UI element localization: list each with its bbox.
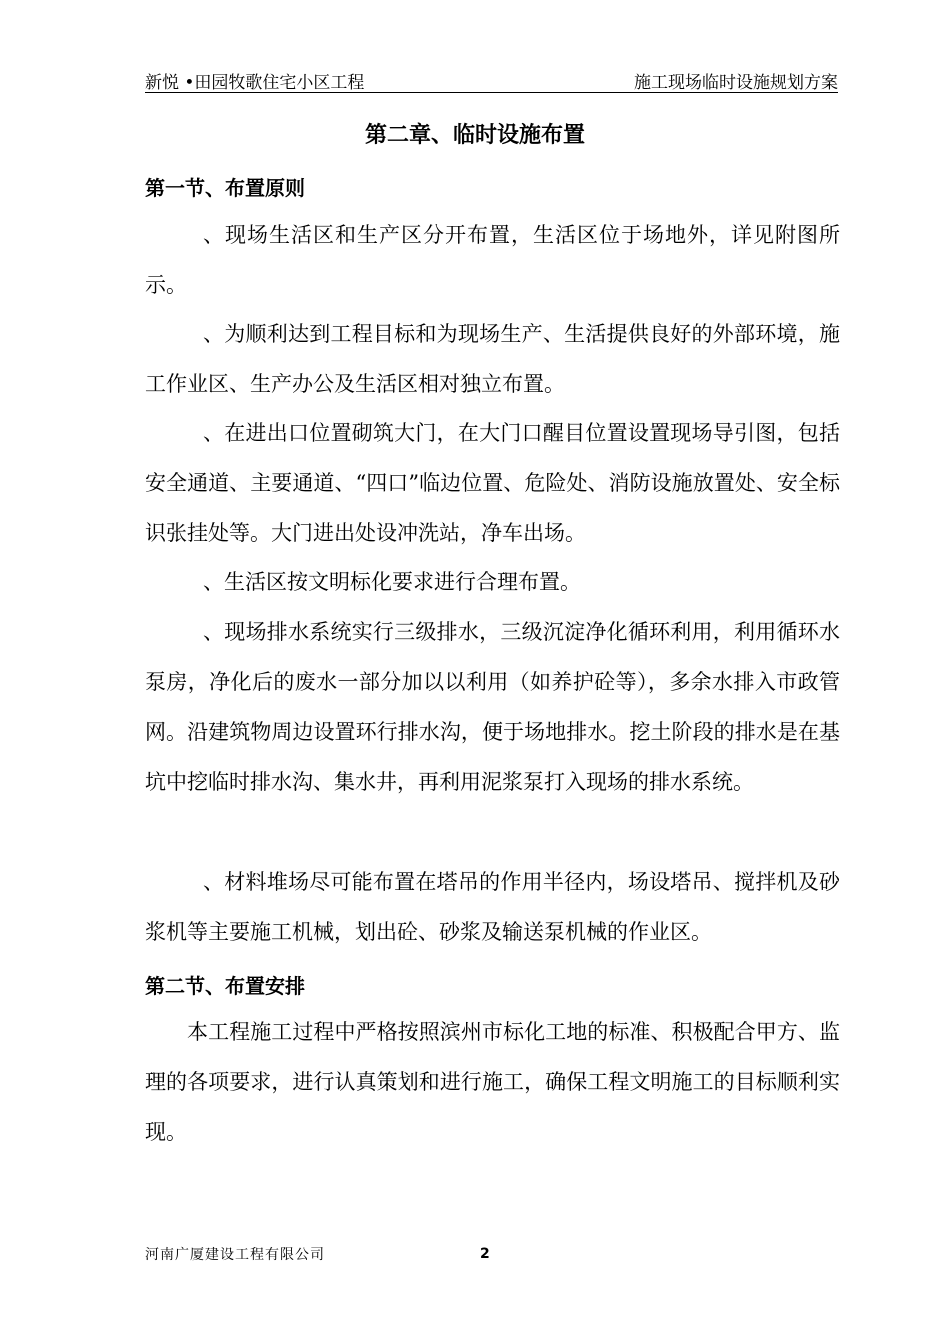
paragraph-1: 、现场生活区和生产区分开布置，生活区位于场地外，详见附图所示。 xyxy=(145,223,840,297)
paragraph-7: 本工程施工过程中严格按照滨州市标化工地的标准、积极配合甲方、监理的各项要求，进行认真策划和进行施工，确保工程文明施工的目标顺利实现。 xyxy=(145,1020,840,1144)
footer-page-number: 2 xyxy=(480,1246,490,1262)
chapter-title: 第二章、临时设施布置 xyxy=(364,123,585,148)
page-header xyxy=(145,66,838,93)
header-document-title: 施工现场临时设施规划方案 xyxy=(634,73,838,93)
footer-company-name: 河南广厦建设工程有限公司 xyxy=(145,1247,325,1263)
paragraph-2: 、为顺利达到工程目标和为现场生产、生活提供良好的外部环境，施工作业区、生产办公及生活区相对独立布置。 xyxy=(145,322,840,396)
paragraph-3: 、在进出口位置砌筑大门，在大门口醒目位置设置现场导引图，包括安全通道、主要通道、“四口”临边位置、危险处、消防设施放置处、安全标识张挂处等。大门进出处设冲洗站，净车出场。 xyxy=(145,421,840,545)
header-project-name: 新悦 •田园牧歌住宅小区工程 xyxy=(145,73,365,93)
paragraph-5: 、现场排水系统实行三级排水，三级沉淀净化循环利用，利用循环水泵房，净化后的废水一部分加以以利用（如养护砼等），多余水排入市政管网。沿建筑物周边设置环行排水沟，便于场地排水。挖土阶段的排水是在基坑中挖临时排水沟、集水井，再利用泥浆泵打入现场的排水系统。 xyxy=(145,620,840,794)
section-title-2: 第二节、布置安排 xyxy=(145,974,305,998)
paragraph-4: 、生活区按文明标化要求进行合理布置。 xyxy=(203,570,581,594)
section-title-1: 第一节、布置原则 xyxy=(145,176,305,200)
paragraph-6: 、材料堆场尽可能布置在塔吊的作用半径内，场设塔吊、搅拌机及砂浆机等主要施工机械，划出砼、砂浆及输送泵机械的作业区。 xyxy=(145,870,840,944)
